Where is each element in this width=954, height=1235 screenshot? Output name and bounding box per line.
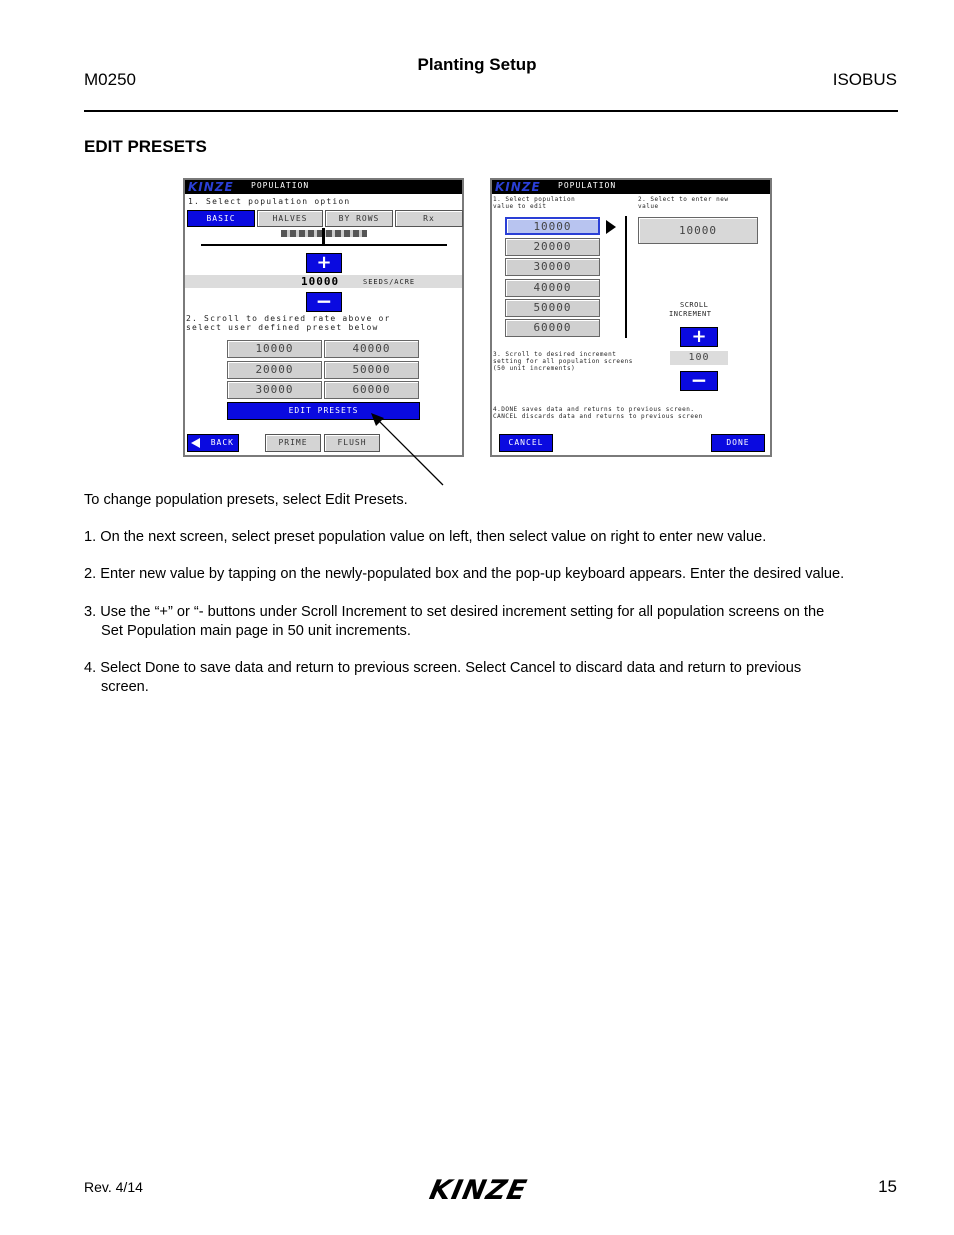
kinze-logo: KINZE xyxy=(188,180,234,194)
flush-button[interactable]: FLUSH xyxy=(324,434,380,452)
done-button[interactable]: DONE xyxy=(711,434,765,452)
scroll-increment-label-1: SCROLL xyxy=(680,301,709,309)
increment-plus-button[interactable]: + xyxy=(680,327,718,347)
back-label: BACK xyxy=(210,438,234,447)
step2-instruction-line1: 2. Scroll to desired rate above or xyxy=(186,314,391,323)
selection-arrow-icon xyxy=(606,220,616,234)
page-number: 15 xyxy=(878,1177,897,1196)
step3-paragraph xyxy=(84,603,824,641)
step3-instruction-line3: (50 unit increments) xyxy=(493,365,576,372)
preset-value-button[interactable]: 60000 xyxy=(505,319,600,337)
step2-instruction-line1: 2. Select to enter new xyxy=(638,196,729,203)
preset-button[interactable]: 30000 xyxy=(227,381,322,399)
column-divider xyxy=(625,216,627,338)
step2-instruction-line2: value xyxy=(638,203,659,210)
step3-instruction-line2: setting for all population screens xyxy=(493,358,633,365)
intro-paragraph: To change population presets, select Edit Presets. xyxy=(84,492,408,508)
population-unit: SEEDS/ACRE xyxy=(363,278,416,286)
step4-instruction-line1: 4.DONE saves data and returns to previous screen. xyxy=(493,406,695,413)
rate-scroll-line[interactable] xyxy=(201,244,447,246)
tab-by-rows[interactable]: BY ROWS xyxy=(325,210,393,227)
cancel-button[interactable]: CANCEL xyxy=(499,434,553,452)
preset-button[interactable]: 50000 xyxy=(324,361,419,379)
preset-value-button[interactable]: 40000 xyxy=(505,279,600,297)
population-edit-presets-screen xyxy=(490,178,772,457)
header-rule xyxy=(84,110,898,112)
tab-basic[interactable]: BASIC xyxy=(187,210,255,227)
step1-instruction: 1. Select population option xyxy=(188,197,351,206)
step4-line1: 4. Select Done to save data and return to previous screen. Select Cancel to discard data and return to previous xyxy=(84,660,802,676)
screen-title: POPULATION xyxy=(251,181,310,190)
section-title: EDIT PRESETS xyxy=(84,137,207,156)
document-number: M0250 xyxy=(84,70,136,89)
step2-instruction-line2: select user defined preset below xyxy=(186,323,379,332)
scroll-increment-label-2: INCREMENT xyxy=(669,310,712,318)
preset-button[interactable]: 40000 xyxy=(324,340,419,358)
step3-line1: 3. Use the “+” or “- buttons under Scroll Increment to set desired increment setting for all population screens on the xyxy=(84,604,825,620)
tab-rx[interactable]: Rx xyxy=(395,210,463,227)
prime-button[interactable]: PRIME xyxy=(265,434,321,452)
screen-title: POPULATION xyxy=(558,181,617,190)
kinze-footer-logo: KINZE xyxy=(426,1175,530,1206)
step3-instruction-line1: 3. Scroll to desired increment xyxy=(493,351,617,358)
preset-button[interactable]: 10000 xyxy=(227,340,322,358)
callout-arrow xyxy=(360,405,450,490)
edit-presets-button[interactable]: EDIT PRESETS xyxy=(227,402,420,420)
preset-button[interactable]: 20000 xyxy=(227,361,322,379)
step4-line2: screen. xyxy=(101,679,149,695)
document-category: ISOBUS xyxy=(832,70,897,89)
step2-paragraph: 2. Enter new value by tapping on the newly-populated box and the pop-up keyboard appears. Enter the desired value. xyxy=(84,566,845,582)
screen-title-bar xyxy=(185,180,462,194)
screen-title-bar xyxy=(492,180,770,194)
step1-instruction-line1: 1. Select population xyxy=(493,196,576,203)
step4-paragraph xyxy=(84,659,801,697)
new-value-field[interactable]: 10000 xyxy=(638,217,758,244)
step1-instruction-line2: value to edit xyxy=(493,203,547,210)
increase-rate-button[interactable]: + xyxy=(306,253,342,273)
step4-instruction-line2: CANCEL discards data and returns to previous screen xyxy=(493,413,703,420)
kinze-logo: KINZE xyxy=(495,180,541,194)
back-button[interactable] xyxy=(187,434,239,452)
preset-value-button[interactable]: 10000 xyxy=(505,217,600,235)
increment-value: 100 xyxy=(670,351,728,365)
population-value: 10000 xyxy=(301,275,340,288)
preset-value-button[interactable]: 20000 xyxy=(505,238,600,256)
decrease-rate-button[interactable]: − xyxy=(306,292,342,312)
tab-halves[interactable]: HALVES xyxy=(257,210,323,227)
step3-line2: Set Population main page in 50 unit increments. xyxy=(101,623,411,639)
step1-paragraph: 1. On the next screen, select preset population value on left, then select value on right to enter new value. xyxy=(84,529,767,545)
preset-value-button[interactable]: 30000 xyxy=(505,258,600,276)
back-arrow-icon xyxy=(191,438,200,448)
increment-minus-button[interactable]: − xyxy=(680,371,718,391)
preset-value-button[interactable]: 50000 xyxy=(505,299,600,317)
revision-date: Rev. 4/14 xyxy=(84,1179,143,1195)
preset-button[interactable]: 60000 xyxy=(324,381,419,399)
page-header-title: Planting Setup xyxy=(417,55,537,74)
